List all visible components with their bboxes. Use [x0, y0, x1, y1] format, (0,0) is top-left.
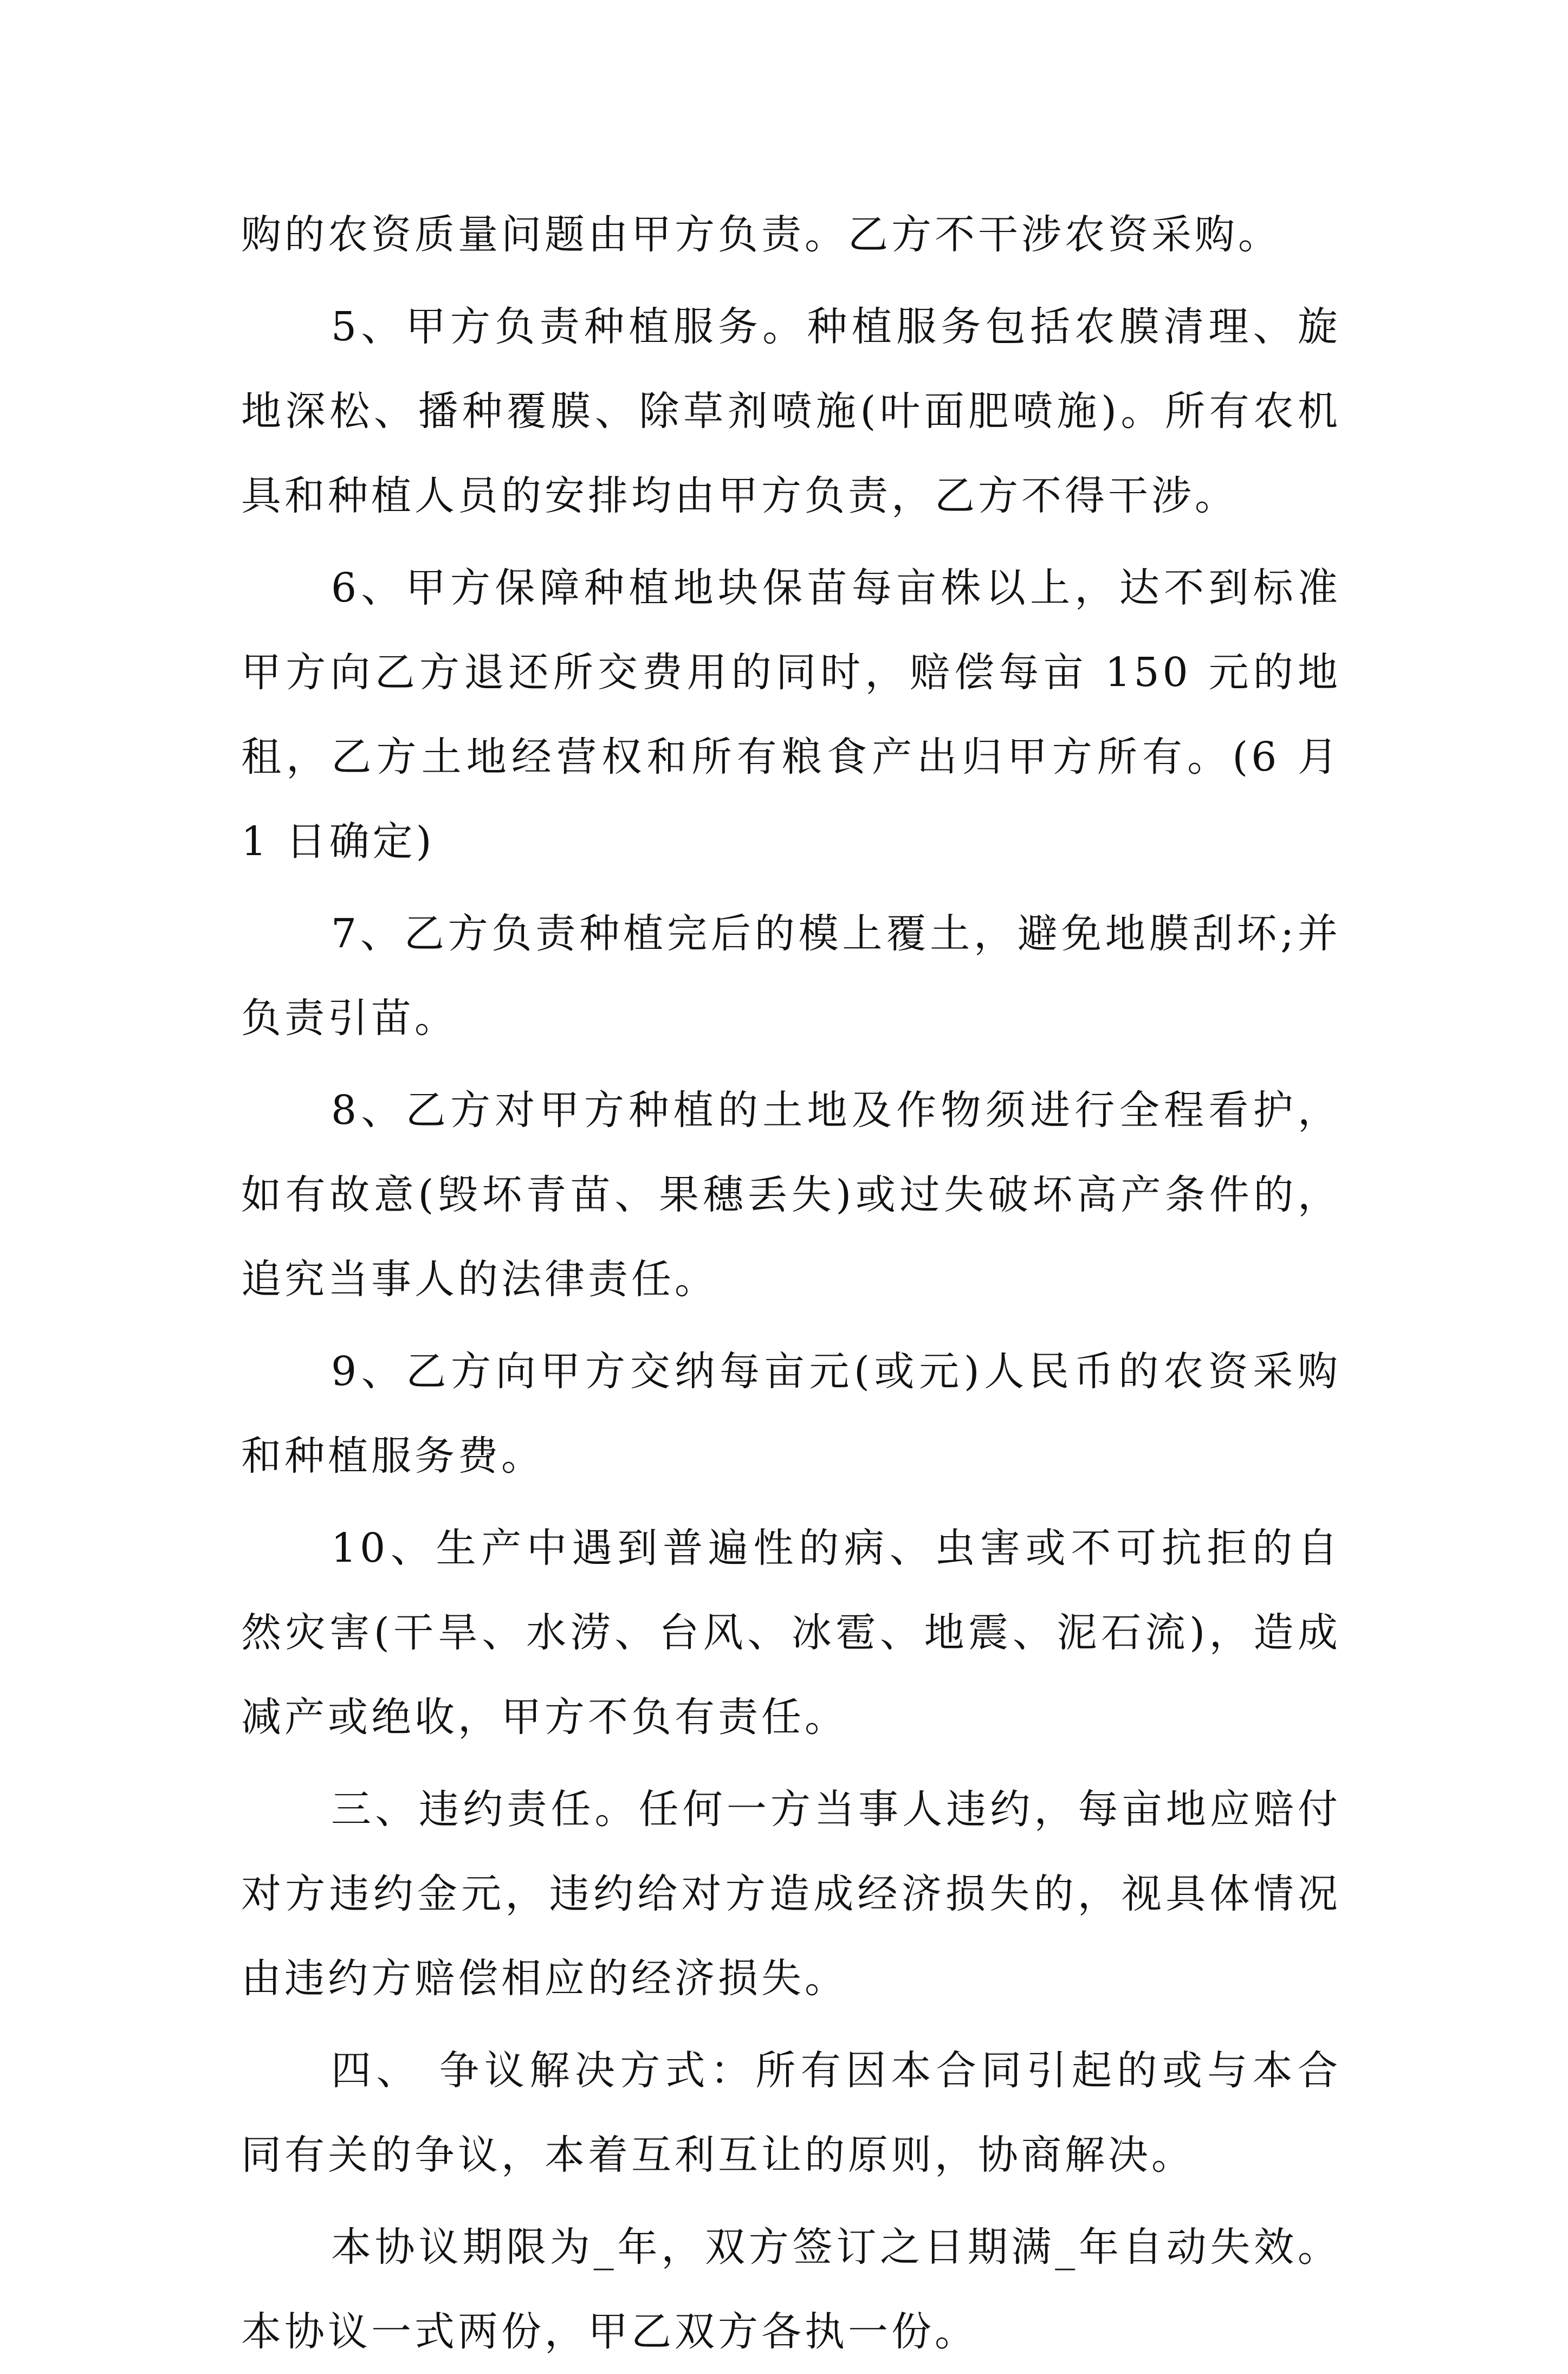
paragraph-item-6: 6、甲方保障种植地块保苗每亩株以上，达不到标准甲方向乙方退还所交费用的同时，赔偿每亩 150 元的地租，乙方土地经营权和所有粮食产出归甲方所有。(6 月 1 日确定)	[241, 565, 1341, 865]
paragraph-item-7: 7、乙方负责种植完后的模上覆土，避免地膜刮坏;并负责引苗。	[241, 910, 1341, 1042]
paragraph-section-3: 三、违约责任。任何一方当事人违约，每亩地应赔付对方违约金元，违约给对方造成经济损失的，视具体情况由违约方赔偿相应的经济损失。	[241, 1786, 1341, 2002]
paragraph-section-4: 四、 争议解决方式：所有因本合同引起的或与本合同有关的争议，本着互利互让的原则，协商解决。	[241, 2047, 1341, 2178]
paragraph-item-8: 8、乙方对甲方种植的土地及作物须进行全程看护，如有故意(毁坏青苗、果穗丢失)或过失破坏高产条件的，追究当事人的法律责任。	[241, 1087, 1341, 1303]
paragraph-term: 本协议期限为_年，双方签订之日期满_年自动失效。本协议一式两份，甲乙双方各执一份。	[241, 2224, 1341, 2355]
paragraph-item-10: 10、生产中遇到普遍性的病、虫害或不可抗拒的自然灾害(干旱、水涝、台风、冰雹、地震、泥石流)，造成减产或绝收，甲方不负有责任。	[241, 1525, 1341, 1741]
paragraph-continuation: 购的农资质量问题由甲方负责。乙方不干涉农资采购。	[241, 211, 1281, 258]
paragraph-item-5: 5、甲方负责种植服务。种植服务包括农膜清理、旋地深松、播种覆膜、除草剂喷施(叶面肥喷施)。所有农机具和种植人员的安排均由甲方负责，乙方不得干涉。	[241, 303, 1341, 519]
document-body	[241, 192, 1341, 2374]
paragraph-item-9: 9、乙方向甲方交纳每亩元(或元)人民币的农资采购和种植服务费。	[241, 1348, 1341, 1479]
